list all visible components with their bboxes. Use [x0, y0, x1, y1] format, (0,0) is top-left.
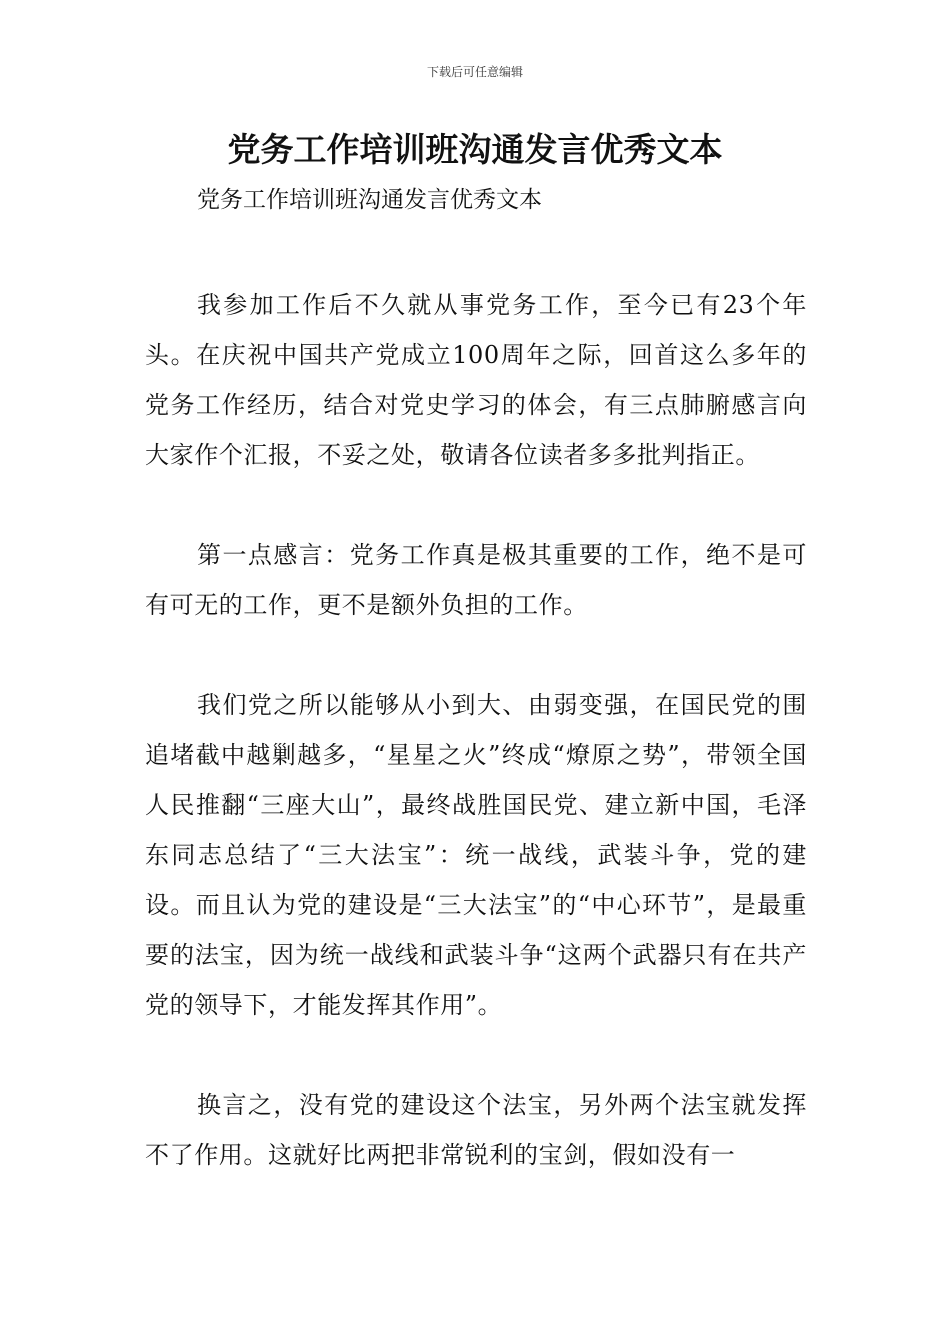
- document-body: [145, 280, 807, 1230]
- paragraph-in-other-words: 换言之，没有党的建设这个法宝，另外两个法宝就发挥不了作用。这就好比两把非常锐利的宝剑，假如没有一: [145, 1091, 807, 1169]
- paragraph-three-treasures: 我们党之所以能够从小到大、由弱变强，在国民党的围追堵截中越剿越多，“星星之火”终成“燎原之势”，带领全国人民推翻“三座大山”，最终战胜国民党、建立新中国，毛泽东同志总结了“三大法宝”：统一战线，武装斗争，党的建设。而且认为党的建设是“三大法宝”的“中心环节”，是最重要的法宝，因为统一战线和武装斗争“这两个武器只有在共产党的领导下，才能发挥其作用”。: [145, 691, 807, 1019]
- document-subtitle: 党务工作培训班沟通发言优秀文本: [197, 187, 542, 213]
- header-note: 下载后可任意编辑: [426, 65, 523, 79]
- document-title: 党务工作培训班沟通发言优秀文本: [227, 130, 723, 169]
- paragraph-first-point: 第一点感言：党务工作真是极其重要的工作，绝不是可有可无的工作，更不是额外负担的工作。: [145, 541, 807, 619]
- paragraph-intro: 我参加工作后不久就从事党务工作，至今已有23个年头。在庆祝中国共产党成立100周年之际，回首这么多年的党务工作经历，结合对党史学习的体会，有三点肺腑感言向大家作个汇报，不妥之处，敬请各位读者多多批判指正。: [145, 291, 807, 469]
